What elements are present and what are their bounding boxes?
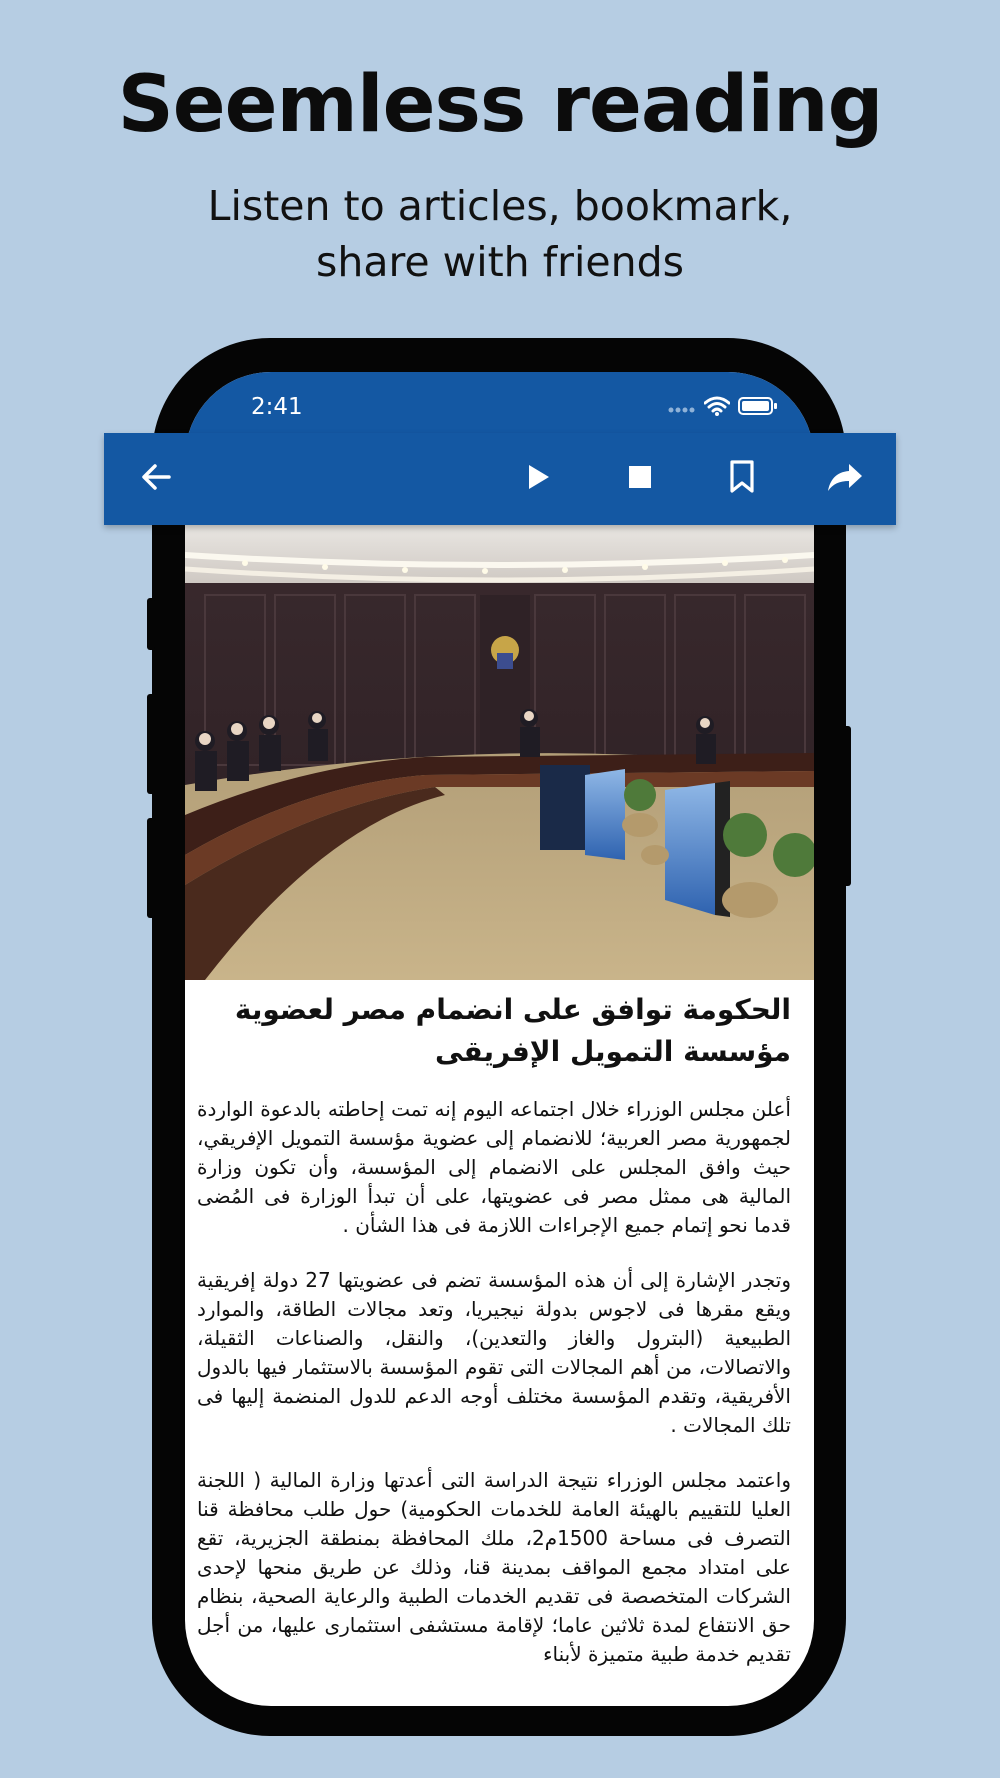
play-button[interactable] — [518, 459, 558, 499]
share-button[interactable] — [825, 459, 865, 499]
article-paragraph: أعلن مجلس الوزراء خلال اجتماعه اليوم إنه تمت إحاطته بالدعوة الواردة لجمهورية مصر العربية؛ للانضمام إلى عضوية مؤسسة التمويل الإفريقي، حيث وافق المجلس على الانضمام إلى المؤسسة، وأن تكون وزارة المالية هى ممثل مصر فى عضويتها، على أن تبدأ الوزارة فى المُضى قدما نحو إتمام جميع الإجراءات اللازمة فى هذا الشأن . — [197, 1097, 791, 1237]
back-arrow-icon — [139, 460, 173, 498]
phone-mute-switch — [147, 598, 155, 650]
article-paragraph: واعتمد مجلس الوزراء نتيجة الدراسة التى أعدتها وزارة المالية ( اللجنة العليا للتقييم بالهيئة العامة للخدمات الحكومية) حول طلب محافظة قنا التصرف فى مساحة 1500م2، ملك المحافظة بمنطقة الجزيرية، تقع على امتداد مجمع المواقف بمدينة قنا، وذلك عن طريق منحها لإحدى الشركات المتخصصة فى تقديم الخدمات الطبية والرعاية الصحية، بنظام حق الانتفاع لمدة ثلاثين عاما؛ لإقامة مستشفى استثمارى عليها، من أجل تقديم خدمة طبية متميزة لأبناء — [197, 1468, 791, 1666]
article-photo — [185, 525, 814, 980]
promo-subheadline-line1: Listen to articles, bookmark, — [207, 182, 793, 230]
article-paragraph: وتجدر الإشارة إلى أن هذه المؤسسة تضم فى عضويتها 27 دولة إفريقية ويقع مقرها فى لاجوس بدولة نيجيريا، وتعد مجالات الطاقة، والموارد الطبيعية (البترول والغاز والتعدين)، والنقل، والصناعات الثقيلة، والاتصالات، من أهم المجالات التى تقوم المؤسسة بالاستثمار فيها بالدول الأفريقية، وتقدم المؤسسة مختلف أوجه الدعم للدول المنضمة إليها فى تلك المجالات . — [197, 1268, 791, 1437]
bookmark-button[interactable] — [722, 459, 762, 499]
play-icon — [524, 462, 552, 496]
phone-volume-up-button — [147, 694, 155, 794]
promo-subheadline-line2: share with friends — [316, 238, 684, 286]
battery-icon — [738, 396, 778, 420]
status-time: 2:41 — [251, 394, 303, 420]
article-toolbar — [104, 433, 896, 525]
phone-volume-down-button — [147, 818, 155, 918]
signal-dots-icon — [668, 399, 696, 418]
phone-screen — [185, 372, 814, 1706]
stop-button[interactable] — [620, 459, 660, 499]
share-icon — [827, 462, 863, 496]
stop-icon — [627, 464, 653, 494]
phone-power-button — [843, 726, 851, 886]
promo-subheadline — [0, 178, 1000, 290]
article-body — [197, 989, 791, 1695]
promo-headline: Seemless reading — [117, 60, 883, 150]
back-button[interactable] — [136, 459, 176, 499]
wifi-icon — [704, 396, 730, 420]
status-bar — [185, 372, 814, 434]
article-title: الحكومة توافق على انضمام مصر لعضوية مؤسسة التمويل الإفريقى — [234, 993, 791, 1068]
status-icons — [668, 396, 778, 420]
bookmark-icon — [728, 460, 756, 498]
